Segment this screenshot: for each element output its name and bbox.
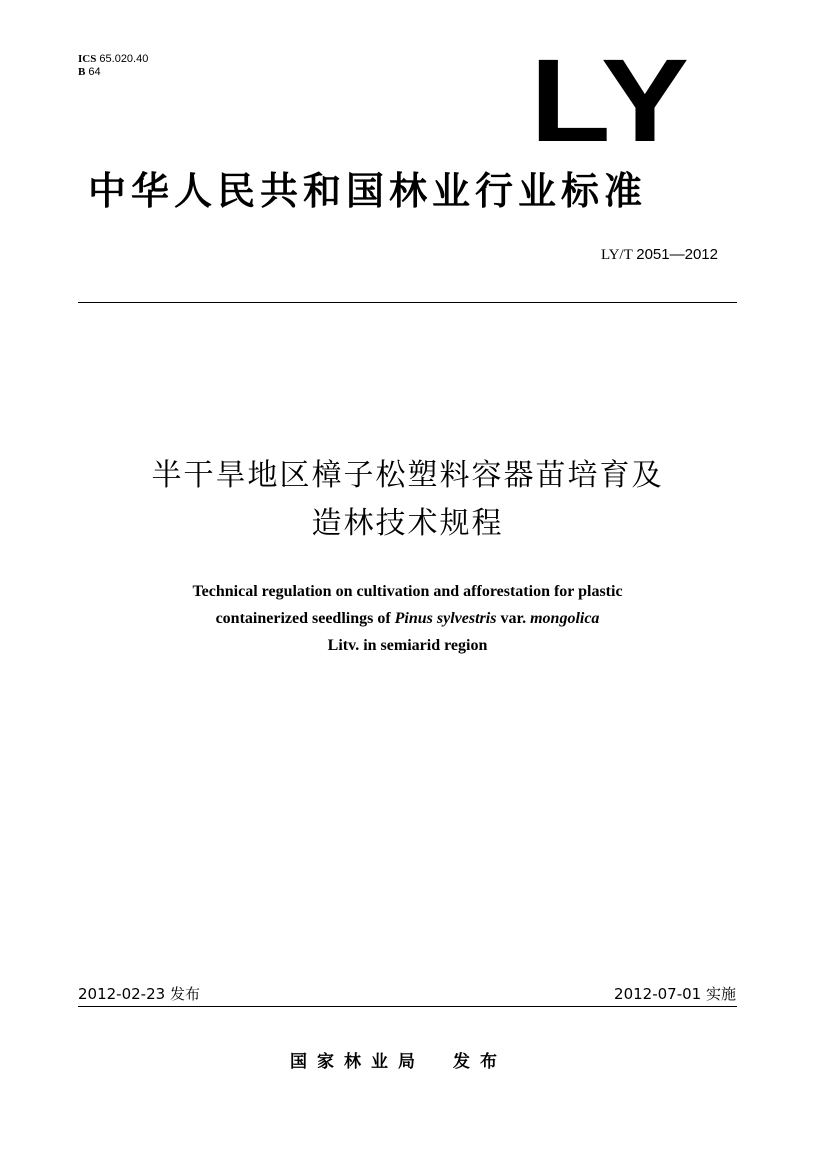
ics-line <box>78 53 148 66</box>
ccs-code: 64 <box>88 66 101 78</box>
variety-name: mongolica <box>530 610 600 627</box>
english-title-line-2a: containerized seedlings of <box>215 610 391 627</box>
ics-label: ICS <box>78 53 97 65</box>
ics-code: 65.020.40 <box>99 53 149 65</box>
chinese-title <box>0 452 815 548</box>
var-abbrev: var. <box>500 610 527 627</box>
ccs-line <box>78 66 148 79</box>
species-name: Pinus sylvestris <box>394 610 497 627</box>
standard-number <box>601 246 718 264</box>
standard-prefix: LY/T <box>600 247 633 263</box>
ly-logo: LY <box>530 35 692 167</box>
english-title-line-1: Technical regulation on cultivation and afforestation for plastic <box>192 583 623 600</box>
chinese-title-line-2: 造林技术规程 <box>311 506 504 541</box>
release-date: 2012-02-23 发布 <box>78 985 200 1003</box>
issuer-name: 国家林业局 <box>290 1052 425 1072</box>
chinese-title-line-1: 半干旱地区樟子松塑料容器苗培育及 <box>151 458 664 493</box>
english-title-line-2 <box>0 605 815 632</box>
english-title-line-3: Litv. in semiarid region <box>327 637 488 654</box>
ccs-label: B <box>78 66 86 78</box>
issuer-action: 发布 <box>453 1052 507 1072</box>
classification-codes <box>78 53 148 79</box>
footer-divider <box>78 1006 737 1007</box>
issuing-authority <box>290 1047 507 1072</box>
implementation-date: 2012-07-01 实施 <box>614 985 736 1003</box>
header-divider <box>78 302 737 303</box>
standard-category: 中华人民共和国林业行业标准 <box>88 169 648 213</box>
english-title <box>0 578 815 659</box>
standard-code: 2051—2012 <box>636 246 718 263</box>
